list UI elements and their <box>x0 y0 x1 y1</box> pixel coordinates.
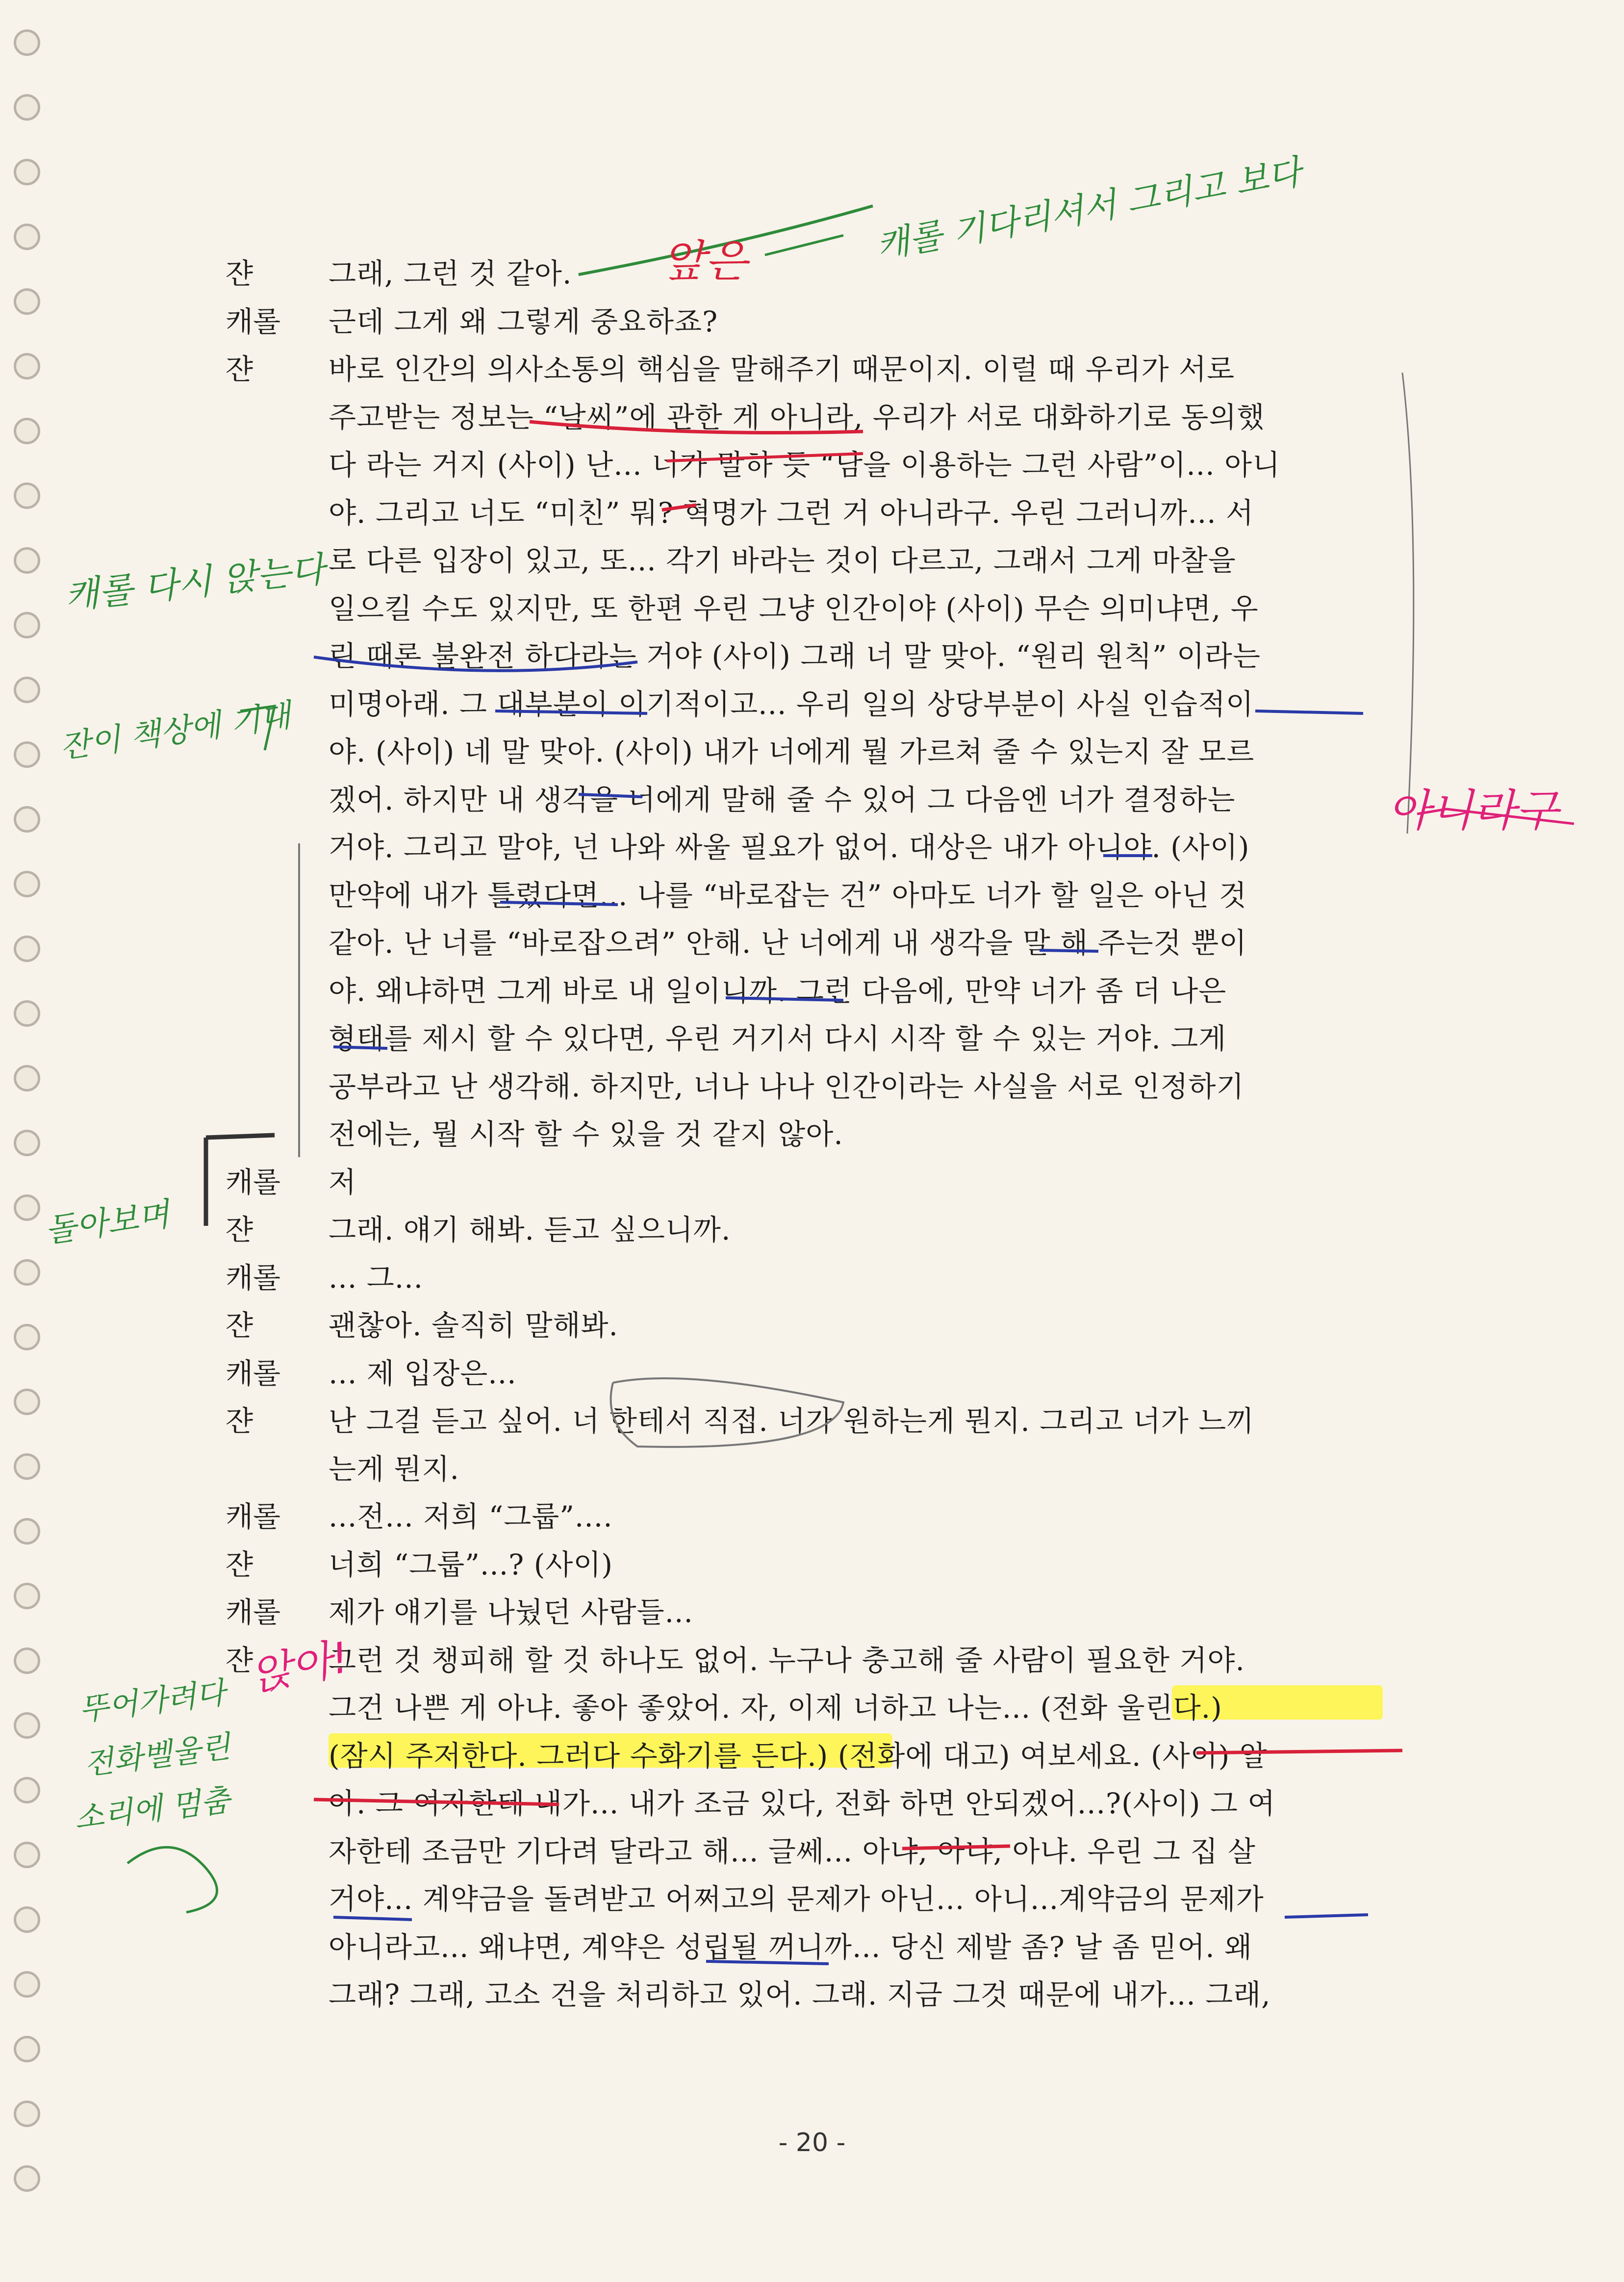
speaker-name: 캐롤 <box>226 1261 281 1294</box>
margin-note: 잔이 책상에 기대 <box>57 697 293 766</box>
dialogue-text: (잠시 주저한다. 그러다 수화기를 든다.) (전화에 대고) 여보세요. (사이) 알 <box>329 1739 1268 1773</box>
speaker-name: 쟌 <box>226 1213 254 1246</box>
dialogue-text: 전에는, 뭘 시작 할 수 있을 것 같지 않아. <box>329 1117 843 1151</box>
dialogue-text: 괜찮아. 솔직히 말해봐. <box>329 1309 618 1342</box>
dialogue-text: 겠어. 하지만 내 생각을 너에게 말해 줄 수 있어 그 다음엔 너가 결정하는 <box>329 783 1236 816</box>
speaker-name: 쟌 <box>226 1309 254 1342</box>
page-number: - 20 - <box>778 2128 846 2157</box>
speaker-name: 쟌 <box>226 1404 254 1438</box>
margin-note: 소리에 멈춤 <box>72 1781 232 1837</box>
margin-note: 앞은 <box>662 236 747 287</box>
speaker-name: 쟌 <box>226 257 254 290</box>
dialogue-text: 거야. 그리고 말야, 넌 나와 싸울 필요가 없어. 대상은 내가 아니야. (사이) <box>329 831 1250 864</box>
dialogue-text: 린 때론 불완전 하다라는 거야 (사이) 그래 너 말 맞아. “원리 원칙” 이라는 <box>329 639 1261 673</box>
dialogue-text: 그래, 그런 것 같아. <box>329 257 572 290</box>
margin-note: 캐롤 다시 앉는다 <box>62 548 327 617</box>
speaker-name: 쟌 <box>226 1643 254 1677</box>
dialogue-text: 자한테 조금만 기다려 달라고 해... 글쎄... 아냐, 아냐, 아냐. 우린 그 집 살 <box>329 1834 1256 1868</box>
dialogue-text: 공부라고 난 생각해. 하지만, 너나 나나 인간이라는 사실을 서로 인정하기 <box>329 1069 1244 1103</box>
dialogue-text: ... 제 입장은... <box>329 1356 517 1390</box>
margin-note: 돌아보며 <box>42 1195 172 1250</box>
dialogue-text: 그건 나쁜 게 아냐. 좋아 좋았어. 자, 이제 너하고 나는... (전화 울린다.) <box>329 1691 1222 1724</box>
dialogue-text: 제가 얘기를 나눴던 사람들... <box>329 1596 693 1629</box>
margin-note: 캐롤 기다리셔서 그리고 보다 <box>873 152 1304 266</box>
speaker-name: 캐롤 <box>226 1500 281 1533</box>
margin-note: 전화벨울린 <box>82 1728 232 1782</box>
margin-note: 뚜어가려다 <box>77 1674 228 1728</box>
dialogue-text: 로 다른 입장이 있고, 또... 각기 바라는 것이 다르고, 그래서 그게 마찰을 <box>329 544 1236 577</box>
speaker-name: 쟌 <box>226 1547 254 1581</box>
speaker-name: 캐롤 <box>226 1356 281 1390</box>
dialogue-text: 다 라는 거지 (사이) 난... 너가 말하 듯 “남을 이용하는 그런 사람”이... 아니 <box>329 448 1281 482</box>
dialogue-text: 아니라고... 왜냐면, 계약은 성립될 꺼니까... 당신 제발 좀? 날 좀 믿어. 왜 <box>329 1930 1253 1964</box>
dialogue-text: 그래? 그래, 고소 건을 처리하고 있어. 그래. 지금 그것 때문에 내가... 그래, <box>329 1978 1271 2011</box>
speaker-name: 캐롤 <box>226 304 281 338</box>
dialogue-text: 그런 것 챙피해 할 것 하나도 없어. 누구나 충고해 줄 사람이 필요한 거야. <box>329 1643 1245 1677</box>
dialogue-text: ... 그... <box>329 1261 424 1294</box>
speaker-name: 캐롤 <box>226 1165 281 1199</box>
dialogue-text: 같아. 난 너를 “바로잡으려” 안해. 난 너에게 내 생각을 말 해 주는것 뿐이 <box>329 926 1247 960</box>
dialogue-text: 는게 뭔지. <box>329 1452 459 1486</box>
dialogue-text: 거야... 계약금을 돌려받고 어쩌고의 문제가 아닌... 아니...계약금의 문제가 <box>329 1882 1264 1916</box>
dialogue-text: 야. 왜냐하면 그게 바로 내 일이니까. 그런 다음에, 만약 너가 좀 더 나은 <box>329 974 1227 1008</box>
dialogue-text: 주고받는 정보는 “날씨”에 관한 게 아니라, 우리가 서로 대화하기로 동의했 <box>329 400 1265 434</box>
dialogue-text: ...전... 저희 “그룹”.... <box>329 1500 613 1533</box>
dialogue-text: 야. (사이) 네 말 맞아. (사이) 내가 너에게 뭘 가르쳐 줄 수 있는지 잘 모르 <box>329 735 1255 768</box>
dialogue-text: 바로 인간의 의사소통의 핵심을 말해주기 때문이지. 이럴 때 우리가 서로 <box>329 353 1235 386</box>
dialogue-text: 야. 그리고 너도 “미친” 뭐? 혁명가 그런 거 아니라구. 우린 그러니까... 서 <box>329 496 1254 530</box>
dialogue-text: 근데 그게 왜 그렇게 중요하죠? <box>329 304 718 338</box>
dialogue-text: 너희 “그룹”...? (사이) <box>329 1547 613 1581</box>
dialogue-text: 형태를 제시 할 수 있다면, 우린 거기서 다시 시작 할 수 있는 거야. 그게 <box>329 1022 1227 1055</box>
dialogue-text: 만약에 내가 틀렸다면... 나를 “바로잡는 건” 아마도 너가 할 일은 아닌 것 <box>329 878 1247 912</box>
dialogue-text: 그래. 얘기 해봐. 듣고 싶으니까. <box>329 1213 731 1246</box>
speaker-name: 캐롤 <box>226 1596 281 1629</box>
dialogue-text: 미명아래. 그 대부분이 이기적이고... 우리 일의 상당부분이 사실 인습적이 <box>329 687 1254 721</box>
dialogue-text: 저 <box>329 1165 357 1199</box>
margin-note: 앉아! <box>247 1633 354 1701</box>
dialogue-text: 아. 그 여자한테 내가... 내가 조금 있다, 전화 하면 안되겠어...?(사이) 그 여 <box>329 1787 1276 1820</box>
speaker-name: 쟌 <box>226 353 254 386</box>
margin-note: 아니라구 <box>1388 785 1558 837</box>
dialogue-text: 일으킬 수도 있지만, 또 한편 우린 그냥 인간이야 (사이) 무슨 의미냐면, 우 <box>329 591 1259 625</box>
dialogue-text: 난 그걸 듣고 싶어. 너 한테서 직접. 너가 원하는게 뭔지. 그리고 너가 느끼 <box>329 1404 1255 1438</box>
